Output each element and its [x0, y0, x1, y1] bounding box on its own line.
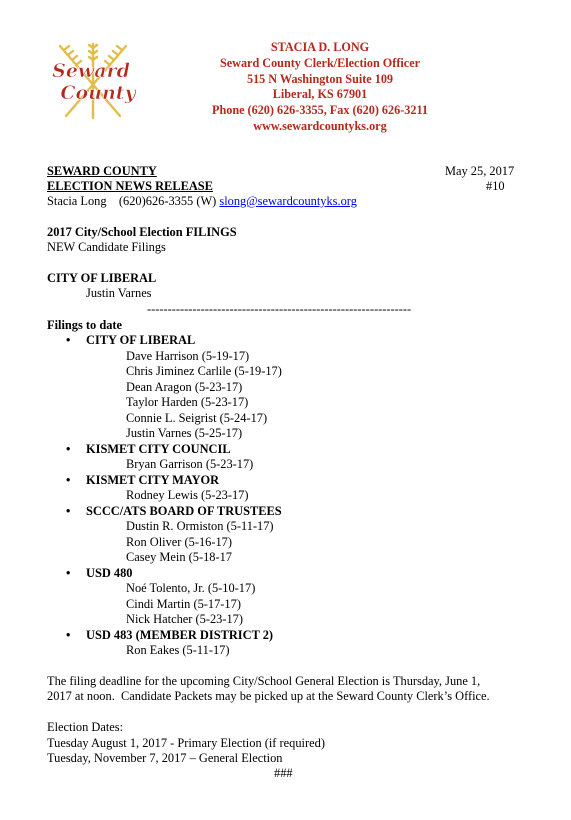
- new-candidate-name: Justin Varnes: [86, 286, 152, 300]
- release-number: #10: [486, 179, 505, 193]
- group-title: KISMET CITY MAYOR: [86, 473, 220, 487]
- release-date: May 25, 2017: [445, 164, 515, 178]
- candidate-name: Nick Hatcher (5-23-17): [126, 612, 243, 626]
- candidate-name: Taylor Harden (5-23-17): [126, 395, 249, 409]
- officer-title: Seward County Clerk/Election Officer: [219, 55, 421, 70]
- group-title: USD 480: [86, 566, 133, 580]
- filings-title: 2017 City/School Election FILINGS: [47, 225, 237, 239]
- candidate-name: Dustin R. Ormiston (5-11-17): [126, 519, 274, 533]
- address-line-1: 515 N Washington Suite 109: [246, 71, 394, 86]
- seward-county-logo: [50, 42, 136, 120]
- candidate-name: Casey Mein (5-18-17: [126, 550, 232, 564]
- letterhead: [190, 40, 450, 135]
- bullet-icon: •: [66, 566, 71, 580]
- section-divider: ----------------------------------------------------------------: [147, 302, 412, 316]
- primary-election-date: Tuesday August 1, 2017 - Primary Election (if required): [47, 736, 325, 750]
- phone-fax: Phone (620) 626-3355, Fax (620) 626-3211: [212, 103, 428, 118]
- release-heading-1: SEWARD COUNTY: [47, 164, 157, 178]
- release-heading-2: ELECTION NEWS RELEASE: [47, 179, 213, 193]
- candidate-name: Ron Eakes (5-11-17): [126, 643, 230, 657]
- filings-to-date-heading: Filings to date: [47, 318, 123, 332]
- filings-subtitle: NEW Candidate Filings: [47, 240, 166, 254]
- election-dates-heading: Election Dates:: [47, 720, 124, 734]
- bullet-icon: •: [66, 333, 71, 347]
- bullet-icon: •: [66, 504, 71, 518]
- candidate-name: Noé Tolento, Jr. (5-10-17): [126, 581, 256, 595]
- bullet-icon: •: [66, 628, 71, 642]
- contact-email-link[interactable]: slong@sewardcountyks.org: [219, 194, 357, 208]
- candidate-name: Connie L. Seigrist (5-24-17): [126, 411, 268, 425]
- group-title: USD 483 (MEMBER DISTRICT 2): [86, 628, 274, 642]
- candidate-name: Cindi Martin (5-17-17): [126, 597, 241, 611]
- candidate-name: Bryan Garrison (5-23-17): [126, 457, 254, 471]
- deadline-line-2: 2017 at noon. Candidate Packets may be picked up at the Seward County Clerk’s Office.: [47, 689, 490, 703]
- candidate-name: Ron Oliver (5-16-17): [126, 535, 232, 549]
- new-section-title: CITY OF LIBERAL: [47, 271, 157, 285]
- bullet-icon: •: [66, 442, 71, 456]
- deadline-line-1: The filing deadline for the upcoming City/School General Election is Thursday, June 1,: [47, 674, 481, 688]
- officer-name: STACIA D. LONG: [270, 40, 370, 54]
- candidate-name: Justin Varnes (5-25-17): [126, 426, 243, 440]
- end-mark: ###: [274, 766, 293, 780]
- bullet-icon: •: [66, 473, 71, 487]
- website: www.sewardcountyks.org: [253, 118, 387, 133]
- logo-word-county: County: [60, 82, 136, 104]
- group-title: KISMET CITY COUNCIL: [86, 442, 231, 456]
- contact-line: [47, 194, 357, 210]
- candidate-name: Chris Jiminez Carlile (5-19-17): [126, 364, 282, 378]
- address-line-2: Liberal, KS 67901: [272, 87, 368, 102]
- group-title: SCCC/ATS BOARD OF TRUSTEES: [86, 504, 282, 518]
- general-election-date: Tuesday, November 7, 2017 – General Election: [47, 751, 283, 765]
- group-title: CITY OF LIBERAL: [86, 333, 196, 347]
- candidate-name: Rodney Lewis (5-23-17): [126, 488, 249, 502]
- logo-word-seward: Seward: [52, 60, 130, 82]
- candidate-name: Dave Harrison (5-19-17): [126, 349, 250, 363]
- contact-text: Stacia Long (620)626-3355 (W): [47, 194, 217, 208]
- candidate-name: Dean Aragon (5-23-17): [126, 380, 243, 394]
